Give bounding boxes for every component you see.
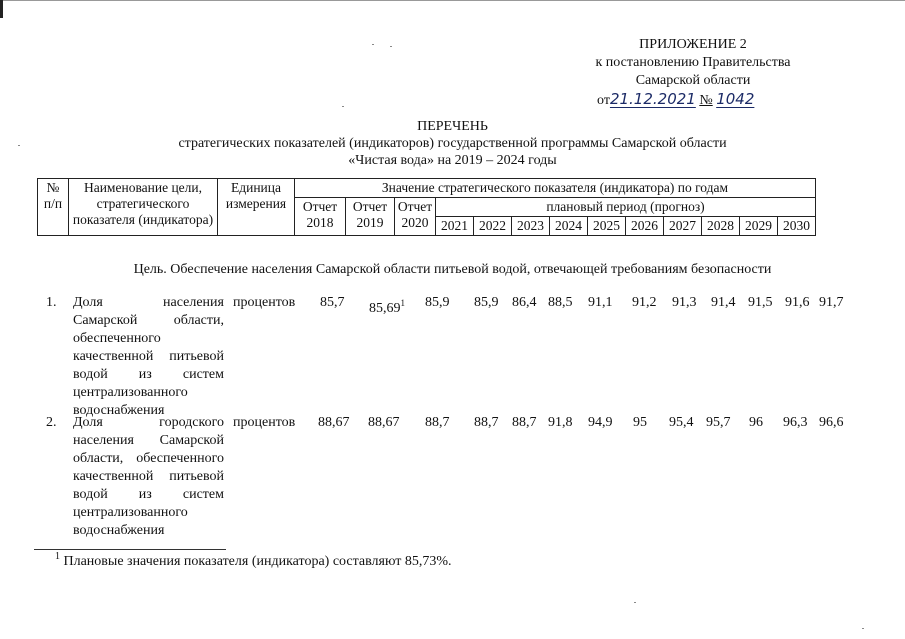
header-name: Наименование цели, стратегического показателя (индикатора) (69, 179, 218, 236)
indicators-table-header (37, 178, 816, 236)
header-year: 2023 (512, 217, 550, 236)
row-value: 95 (633, 415, 647, 430)
appendix-line2: Самарской области (635, 73, 751, 88)
scan-edge (0, 0, 905, 1)
header-unit: Единица измерения (218, 179, 295, 236)
row-value: 91,8 (548, 415, 573, 430)
row-value: 94,9 (588, 415, 613, 430)
row-value: 91,1 (588, 295, 613, 310)
scan-speck (634, 602, 636, 603)
row-unit: процентов (233, 415, 296, 430)
appendix-title: ПРИЛОЖЕНИЕ 2 (639, 37, 747, 52)
row-num: 2. (46, 415, 57, 430)
row-value: 96,6 (819, 415, 844, 430)
row-value: 91,2 (632, 295, 657, 310)
header-report-2020: Отчет 2020 (395, 198, 436, 236)
row-value: 95,7 (706, 415, 731, 430)
row-value: 91,3 (672, 295, 697, 310)
appendix-line1: к постановлению Правительства (595, 55, 791, 70)
row-value: 88,67 (318, 415, 350, 430)
header-year: 2029 (740, 217, 778, 236)
header-values-group: Значение стратегического показателя (индикатора) по годам (295, 179, 816, 198)
document-heading: ПЕРЕЧЕНЬ (417, 119, 488, 134)
row-value: 85,9 (425, 295, 450, 310)
document-subtitle-1: стратегических показателей (индикаторов) государственной программы Самарской области (178, 136, 727, 151)
scan-speck (342, 106, 344, 107)
row-name: Доля населения Самарской области, обеспеченного качественной питьевой водой из систем централизованного водоснабжения (73, 295, 224, 418)
footnote-separator (34, 549, 226, 550)
row-value: 91,4 (711, 295, 736, 310)
header-year: 2030 (778, 217, 816, 236)
scan-speck (390, 46, 392, 47)
row-value: 85,69$^1$ (369, 298, 405, 316)
row-value: 88,7 (474, 415, 499, 430)
goal-text: Цель. Обеспечение населения Самарской области питьевой водой, отвечающей требованиям безопасности (133, 262, 772, 277)
row-value: 88,5 (548, 295, 573, 310)
scan-speck (372, 44, 374, 45)
row-value: 88,7 (512, 415, 537, 430)
row-name: Доля городского населения Самарской области, обеспеченного качественной питьевой водой из систем централизованного водоснабжения (73, 415, 224, 538)
header-year: 2021 (436, 217, 474, 236)
number-handwritten: 1042 (716, 90, 755, 108)
row-value: 91,7 (819, 295, 844, 310)
row-value: 88,67 (368, 415, 400, 430)
row-value: 96,3 (783, 415, 808, 430)
row-value: 91,6 (785, 295, 810, 310)
scan-edge-mark (0, 0, 3, 18)
row-num: 1. (46, 295, 57, 310)
row-value: 91,5 (748, 295, 773, 310)
date-prefix: от (597, 93, 610, 108)
date-handwritten: 21.12.2021 (609, 90, 696, 108)
header-planned-period: плановый период (прогноз) (436, 198, 816, 217)
row-value: 85,9 (474, 295, 499, 310)
number-prefix: № (699, 93, 713, 108)
row-value: 96 (749, 415, 763, 430)
appendix-header (573, 36, 813, 110)
row-value: 88,7 (425, 415, 450, 430)
row-unit: процентов (233, 295, 296, 310)
header-report-2019: Отчет 2019 (346, 198, 395, 236)
header-num: № п/п (38, 179, 69, 236)
header-year: 2027 (664, 217, 702, 236)
appendix-date-line (573, 90, 813, 110)
document-subtitle-2: «Чистая вода» на 2019 – 2024 годы (348, 153, 557, 168)
row-value: 85,7 (320, 295, 345, 310)
row-value: 95,4 (669, 415, 694, 430)
scan-speck (18, 145, 20, 146)
header-year: 2024 (550, 217, 588, 236)
header-year: 2026 (626, 217, 664, 236)
header-year: 2028 (702, 217, 740, 236)
header-report-2018: Отчет 2018 (295, 198, 346, 236)
header-year: 2022 (474, 217, 512, 236)
scan-speck (862, 628, 864, 629)
footnote-number: 1 (55, 551, 60, 562)
footnote (55, 551, 452, 570)
footnote-mark: 1 (400, 298, 405, 308)
document-title (0, 118, 905, 169)
row-value: 86,4 (512, 295, 537, 310)
footnote-text: Плановые значения показателя (индикатора) составляют 85,73%. (63, 554, 452, 569)
header-year: 2025 (588, 217, 626, 236)
